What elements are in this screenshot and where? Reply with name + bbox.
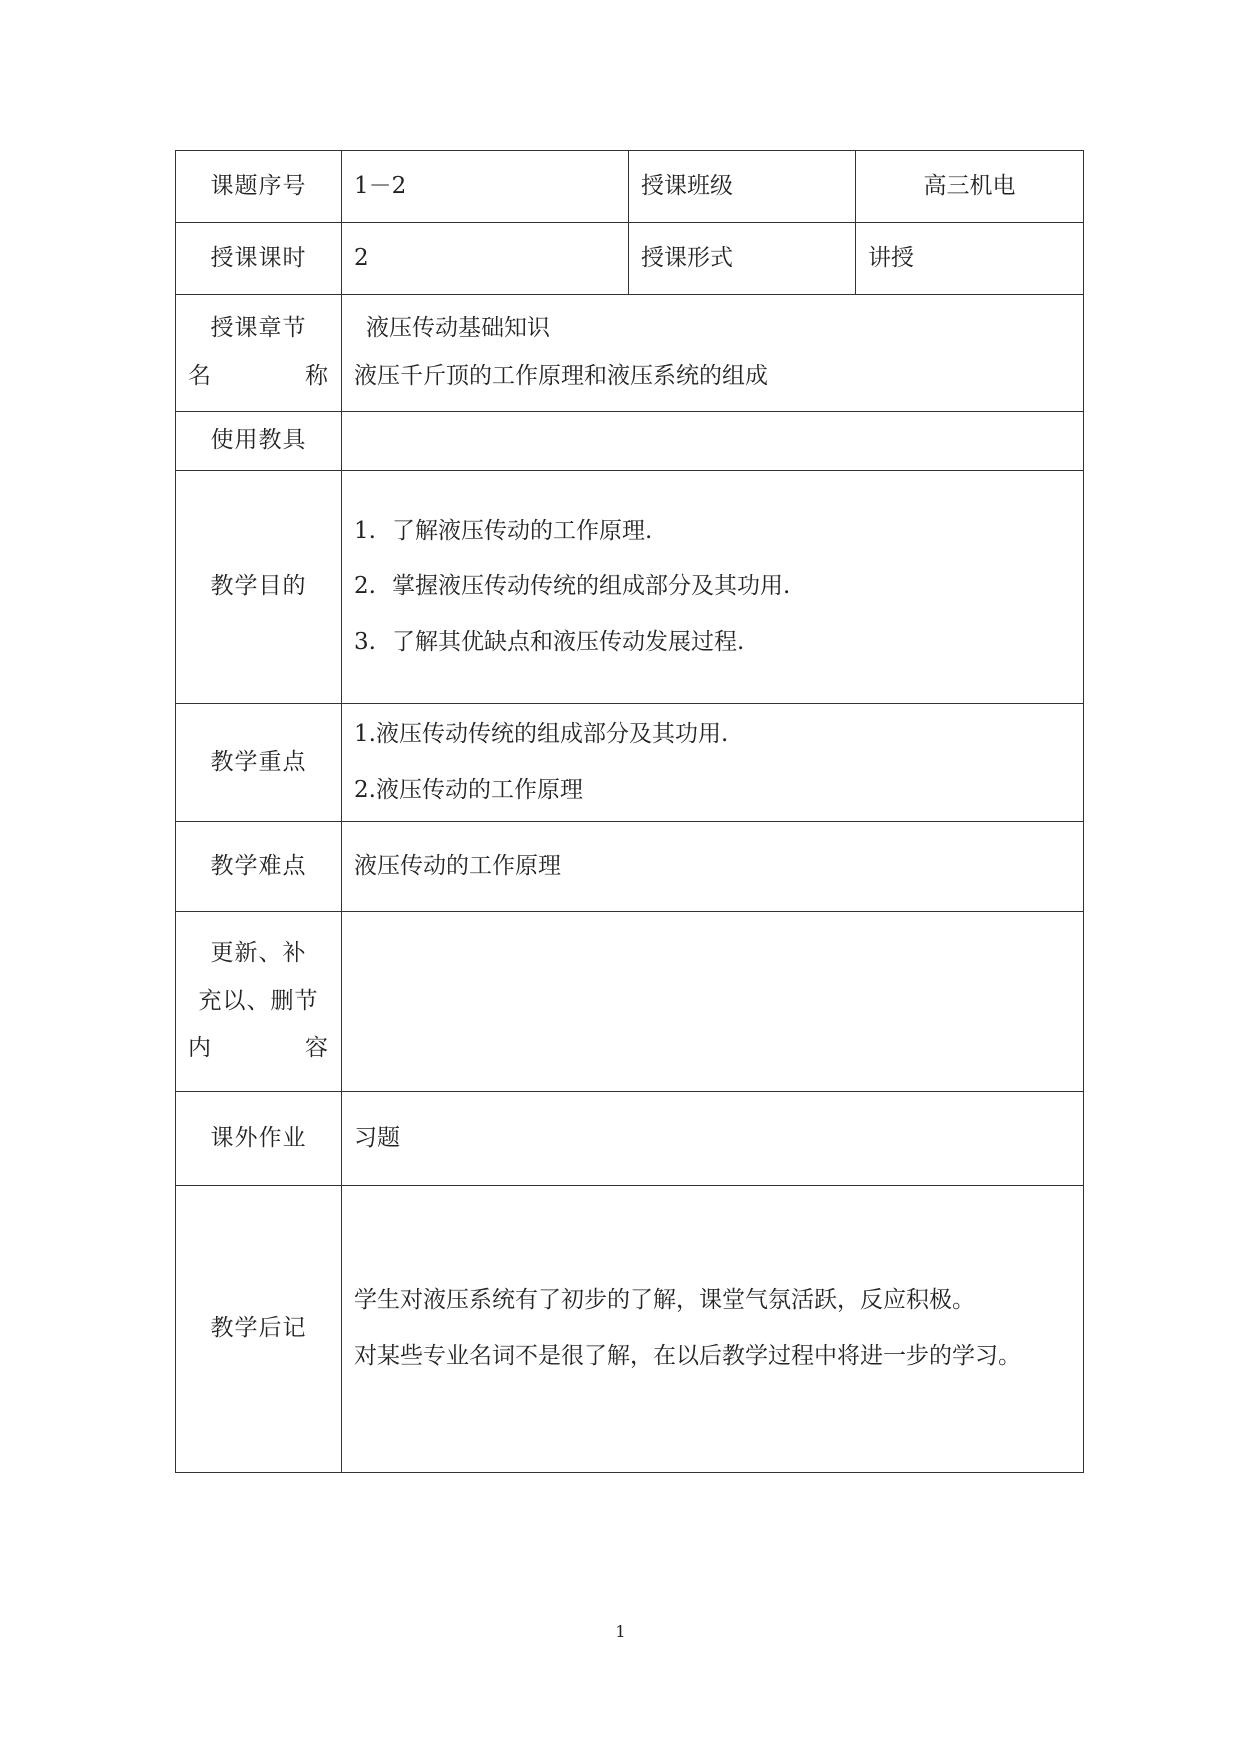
chapter-subtitle: 液压千斤顶的工作原理和液压系统的组成: [354, 363, 768, 389]
label-chapter: [176, 295, 342, 412]
reflection-line: 学生对液压系统有了初步的了解，课堂气氛活跃，反应积极。: [354, 1287, 975, 1314]
goal-text: 掌握液压传动传统的组成部分及其功用.: [392, 573, 791, 600]
label-reflection: 教学后记: [176, 1186, 342, 1473]
goal-text: 了解液压传动的工作原理.: [392, 517, 653, 544]
label-lesson-hours: 授课课时: [176, 223, 342, 295]
value-difficulties: 液压传动的工作原理: [342, 822, 1084, 912]
label-updates-char-b: 容: [305, 1035, 329, 1062]
row-lesson-hours: [176, 223, 1084, 295]
row-updates: [176, 912, 1084, 1092]
value-lesson-hours: 2: [342, 223, 629, 295]
label-key-points: 教学重点: [176, 704, 342, 822]
value-key-points: [342, 704, 1084, 822]
row-lesson-number: [176, 151, 1084, 223]
row-homework: [176, 1092, 1084, 1186]
value-homework: 习题: [342, 1092, 1084, 1186]
label-updates-char-a: 内: [188, 1035, 212, 1062]
page-number: 1: [615, 1622, 626, 1641]
key-point-line: 1.液压传动传统的组成部分及其功用.: [354, 720, 729, 747]
value-reflection: [342, 1186, 1084, 1473]
key-point-line: 2.液压传动的工作原理: [354, 776, 583, 803]
reflection-line: 对某些专业名词不是很了解，在以后教学过程中将进一步的学习。: [354, 1343, 1021, 1369]
goal-number: 1.: [354, 517, 376, 544]
label-updates-line3: [188, 1025, 329, 1073]
goal-item: [354, 615, 1071, 671]
label-difficulties: 教学难点: [176, 822, 342, 912]
label-lesson-number: 课题序号: [176, 151, 342, 223]
value-updates: [342, 912, 1084, 1092]
goal-number: 2.: [354, 573, 376, 600]
label-lesson-format: 授课形式: [629, 223, 856, 295]
label-chapter-line2: [188, 353, 329, 401]
value-tools: [342, 412, 1084, 471]
goal-item: [354, 504, 1071, 560]
label-homework: 课外作业: [176, 1092, 342, 1186]
label-chapter-line1: 授课章节: [210, 315, 307, 342]
row-key-points: [176, 704, 1084, 822]
row-difficulties: [176, 822, 1084, 912]
value-class: 高三机电: [856, 151, 1084, 223]
row-goals: [176, 471, 1084, 704]
label-chapter-char-a: 名: [188, 363, 212, 389]
row-tools: [176, 412, 1084, 471]
value-lesson-number: 1－2: [342, 151, 629, 223]
label-class: 授课班级: [629, 151, 856, 223]
goal-number: 3.: [354, 628, 376, 655]
label-updates-line2: 充以、删节: [198, 987, 319, 1014]
value-goals: [342, 471, 1084, 704]
value-lesson-format: 讲授: [856, 223, 1084, 295]
chapter-title: 液压传动基础知识: [366, 315, 550, 342]
label-goals: 教学目的: [176, 471, 342, 704]
row-chapter: [176, 295, 1084, 412]
label-updates: [176, 912, 342, 1092]
value-chapter: [342, 295, 1084, 412]
label-updates-line1: 更新、补: [210, 940, 307, 967]
goal-text: 了解其优缺点和液压传动发展过程.: [392, 628, 745, 655]
label-chapter-char-b: 称: [305, 363, 329, 389]
label-tools: 使用教具: [176, 412, 342, 471]
row-reflection: [176, 1186, 1084, 1473]
lesson-plan-table: [175, 150, 1084, 1473]
goal-item: [354, 559, 1071, 615]
